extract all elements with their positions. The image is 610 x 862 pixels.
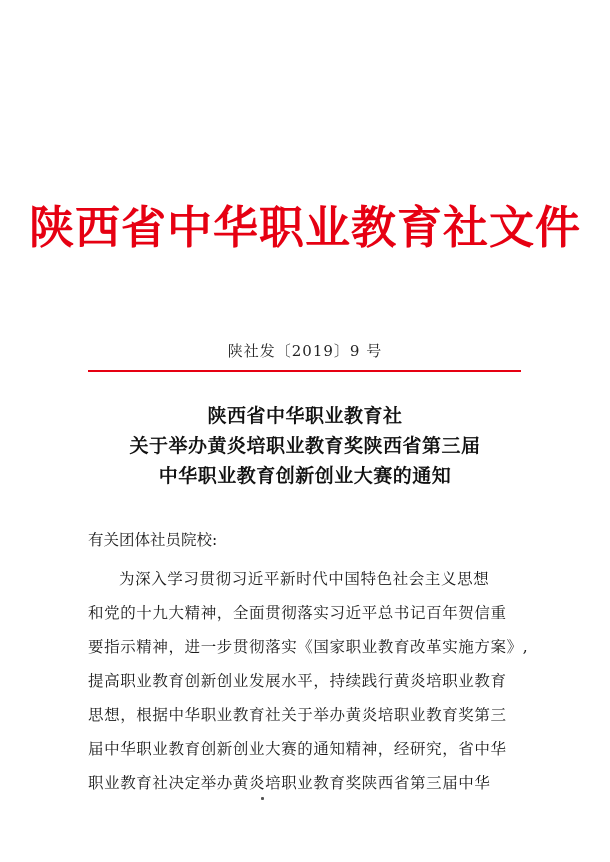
red-divider-line bbox=[88, 370, 521, 372]
body-line: 为深入学习贯彻习近平新时代中国特色社会主义思想 bbox=[119, 570, 490, 588]
body-line: 和党的十九大精神，全面贯彻落实习近平总书记百年贺信重 bbox=[88, 604, 507, 622]
notice-title-line-2: 关于举办黄炎培职业教育奖陕西省第三届 bbox=[129, 435, 481, 457]
body-line: 提高职业教育创新创业发展水平，持续践行黄炎培职业教育 bbox=[88, 672, 507, 690]
body-line: 思想，根据中华职业教育社关于举办黄炎培职业教育奖第三 bbox=[88, 706, 507, 724]
scan-speck bbox=[261, 797, 264, 800]
body-line: 职业教育社决定举办黄炎培职业教育奖陕西省第三届中华 bbox=[88, 774, 491, 792]
body-paragraph bbox=[88, 562, 528, 800]
document-header-title: 陕西省中华职业教育社文件 bbox=[28, 201, 581, 254]
notice-title bbox=[0, 401, 610, 491]
salutation: 有关团体社员院校: bbox=[88, 531, 218, 549]
notice-title-line-3: 中华职业教育创新创业大赛的通知 bbox=[158, 465, 452, 487]
body-line: 要指示精神，进一步贯彻落实《国家职业教育改革实施方案》, bbox=[88, 638, 529, 656]
notice-title-line-1: 陕西省中华职业教育社 bbox=[207, 405, 403, 427]
body-line: 届中华职业教育创新创业大赛的通知精神，经研究，省中华 bbox=[88, 740, 507, 758]
document-number: 陕社发〔2019〕9 号 bbox=[227, 342, 383, 360]
